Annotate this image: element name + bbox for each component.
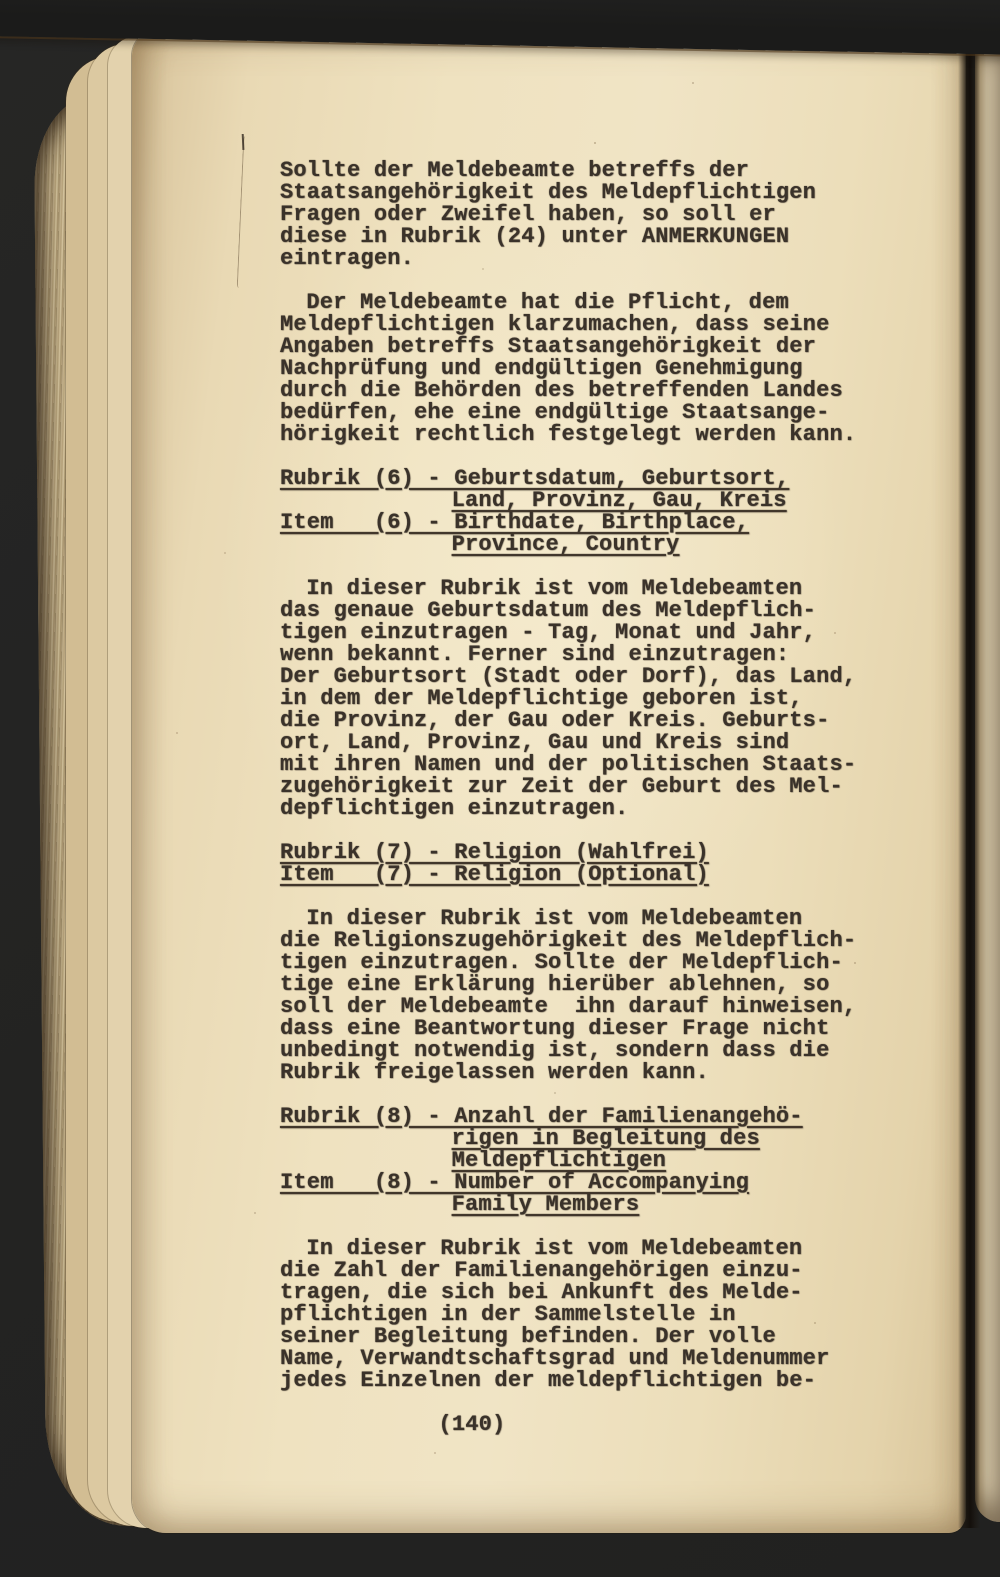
text-line-content: die Provinz, der Gau oder Kreis. Geburts- (280, 708, 830, 733)
text-line-content: rigen in Begleitung des (451, 1126, 760, 1151)
text-line (280, 248, 920, 270)
text-line-content: Name, Verwandtschaftsgrad und Meldenummer (280, 1346, 830, 1371)
text-line (280, 622, 920, 644)
text-line (280, 1282, 920, 1304)
text-line-content: tigen einzutragen - Tag, Monat und Jahr, (280, 620, 817, 645)
text-line-content: hörigkeit rechtlich festgelegt werden kann. (280, 422, 857, 447)
text-line (280, 534, 920, 556)
text-line-content: Meldepflichtigen (451, 1148, 667, 1173)
text-line-content: tige eine Erklärung hierüber ablehnen, so (280, 972, 830, 997)
page-number (280, 1414, 920, 1436)
text-line-content: seiner Begleitung befinden. Der volle (280, 1324, 776, 1349)
text-line (280, 864, 920, 886)
text-line-content: Rubrik (6) - Geburtsdatum, Geburtsort, (280, 466, 790, 491)
text-line-content: depflichtigen einzutragen. (280, 796, 629, 821)
text-line (280, 578, 920, 600)
text-line (280, 314, 920, 336)
text-line-content: eintragen. (280, 246, 415, 271)
text-line (280, 490, 920, 512)
text-line-content: Der Meldebeamte hat die Pflicht, dem (306, 290, 789, 315)
text-line-content: die Zahl der Familienangehörigen einzu- (280, 1258, 803, 1283)
text-line (280, 336, 920, 358)
text-line (280, 996, 920, 1018)
text-line-content: durch die Behörden des betreffenden Landes (280, 378, 843, 403)
text-line-content: in dem der Meldepflichtige geboren ist, (280, 686, 803, 711)
text-line-content: Item (7) - Religion (Optional) (280, 862, 709, 887)
text-line (280, 182, 920, 204)
text-line (280, 842, 920, 864)
text-line (280, 908, 920, 930)
text-line (280, 358, 920, 380)
heading-rubrik-7 (280, 842, 920, 886)
text-line (280, 930, 920, 952)
text-line (280, 952, 920, 974)
paragraph-meldebeamte-pflicht (280, 292, 920, 446)
text-line-content: Nachprüfung und endgültigen Genehmigung (280, 356, 803, 381)
text-line (280, 1018, 920, 1040)
text-line-content: Der Geburtsort (Stadt oder Dorf), das Land, (280, 664, 857, 689)
text-line (280, 600, 920, 622)
text-line (280, 160, 920, 182)
text-line (280, 226, 920, 248)
text-line-content: Item (8) - Number of Accompanying (280, 1170, 750, 1195)
text-line-content: diese in Rubrik (24) unter ANMERKUNGEN (280, 224, 790, 249)
paragraph-rubrik-6-instructions (280, 578, 920, 820)
text-line-content: unbedingt notwendig ist, sondern dass die (280, 1038, 830, 1063)
text-line (280, 1348, 920, 1370)
text-line (280, 1370, 920, 1392)
text-line (280, 666, 920, 688)
text-line (280, 974, 920, 996)
text-line-content: In dieser Rubrik ist vom Meldebeamten (306, 576, 803, 601)
text-line-content: das genaue Geburtsdatum des Meldepflich- (280, 598, 817, 623)
text-line-content: In dieser Rubrik ist vom Meldebeamten (306, 1236, 803, 1261)
text-line-content: dass eine Beantwortung dieser Frage nicht (280, 1016, 830, 1041)
text-line-content: Rubrik (8) - Anzahl der Familienangehö- (280, 1104, 803, 1129)
text-line (280, 1326, 920, 1348)
heading-rubrik-6 (280, 468, 920, 556)
text-line-content: Angaben betreffs Staatsangehörigkeit der (280, 334, 817, 359)
gutter-shadow (958, 40, 980, 1528)
text-line-content: tigen einzutragen. Sollte der Meldepflich- (280, 950, 843, 975)
text-line (280, 1238, 920, 1260)
text-line-content: Province, Country (451, 532, 680, 557)
text-line (280, 688, 920, 710)
text-line (280, 710, 920, 732)
text-line (280, 292, 920, 314)
text-line-content: wenn bekannt. Ferner sind einzutragen: (280, 642, 790, 667)
page-number-value: (140) (438, 1412, 506, 1437)
text-line (280, 468, 920, 490)
text-line-content: mit ihren Namen und der politischen Staats- (280, 752, 857, 777)
text-line-content: soll der Meldebeamte ihn darauf hinweisen, (280, 994, 857, 1019)
text-line-content: die Religionszugehörigkeit des Meldepflich- (280, 928, 857, 953)
text-line-content: jedes Einzelnen der meldepflichtigen be- (280, 1368, 817, 1393)
text-line (280, 402, 920, 424)
pen-scratch-mark (237, 136, 248, 288)
text-line-content: tragen, die sich bei Ankunft des Melde- (280, 1280, 803, 1305)
text-line (280, 1172, 920, 1194)
text-line-content: Meldepflichtigen klarzumachen, dass seine (280, 312, 830, 337)
text-line-content: pflichtigen in der Sammelstelle in (280, 1302, 736, 1327)
text-line (280, 754, 920, 776)
paragraph-rubrik-8-instructions (280, 1238, 920, 1392)
text-line (280, 1194, 920, 1216)
book-page (132, 30, 965, 1533)
text-line-content: zugehörigkeit zur Zeit der Geburt des Mel- (280, 774, 843, 799)
text-blocks-host (280, 160, 920, 1392)
text-line (280, 1304, 920, 1326)
text-line (280, 776, 920, 798)
text-line (280, 1040, 920, 1062)
text-line-content: Rubrik freigelassen werden kann. (280, 1060, 709, 1085)
paragraph-rubrik-7-instructions (280, 908, 920, 1084)
text-line-content: bedürfen, ehe eine endgültige Staatsange- (280, 400, 830, 425)
paragraph-anmerkungen-note (280, 160, 920, 270)
text-line-content: Sollte der Meldebeamte betreffs der (280, 158, 750, 183)
text-line (280, 1150, 920, 1172)
text-line (280, 1062, 920, 1084)
text-line (280, 204, 920, 226)
text-line (280, 798, 920, 820)
text-line-content: Fragen oder Zweifel haben, so soll er (280, 202, 776, 227)
text-line (280, 1106, 920, 1128)
text-line (280, 732, 920, 754)
text-line-content: Rubrik (7) - Religion (Wahlfrei) (280, 840, 709, 865)
text-line (280, 512, 920, 534)
text-line-content: Land, Provinz, Gau, Kreis (451, 488, 787, 513)
text-line-content: In dieser Rubrik ist vom Meldebeamten (306, 906, 803, 931)
typewritten-text (280, 160, 920, 1436)
text-line-content: ort, Land, Provinz, Gau und Kreis sind (280, 730, 790, 755)
text-line (280, 1128, 920, 1150)
heading-rubrik-8 (280, 1106, 920, 1216)
text-line (280, 644, 920, 666)
text-line (280, 1260, 920, 1282)
text-line (280, 380, 920, 402)
text-line-content: Family Members (451, 1192, 640, 1217)
text-line-content: Item (6) - Birthdate, Birthplace, (280, 510, 750, 535)
text-line-content: Staatsangehörigkeit des Meldepflichtigen (280, 180, 817, 205)
text-line (280, 424, 920, 446)
